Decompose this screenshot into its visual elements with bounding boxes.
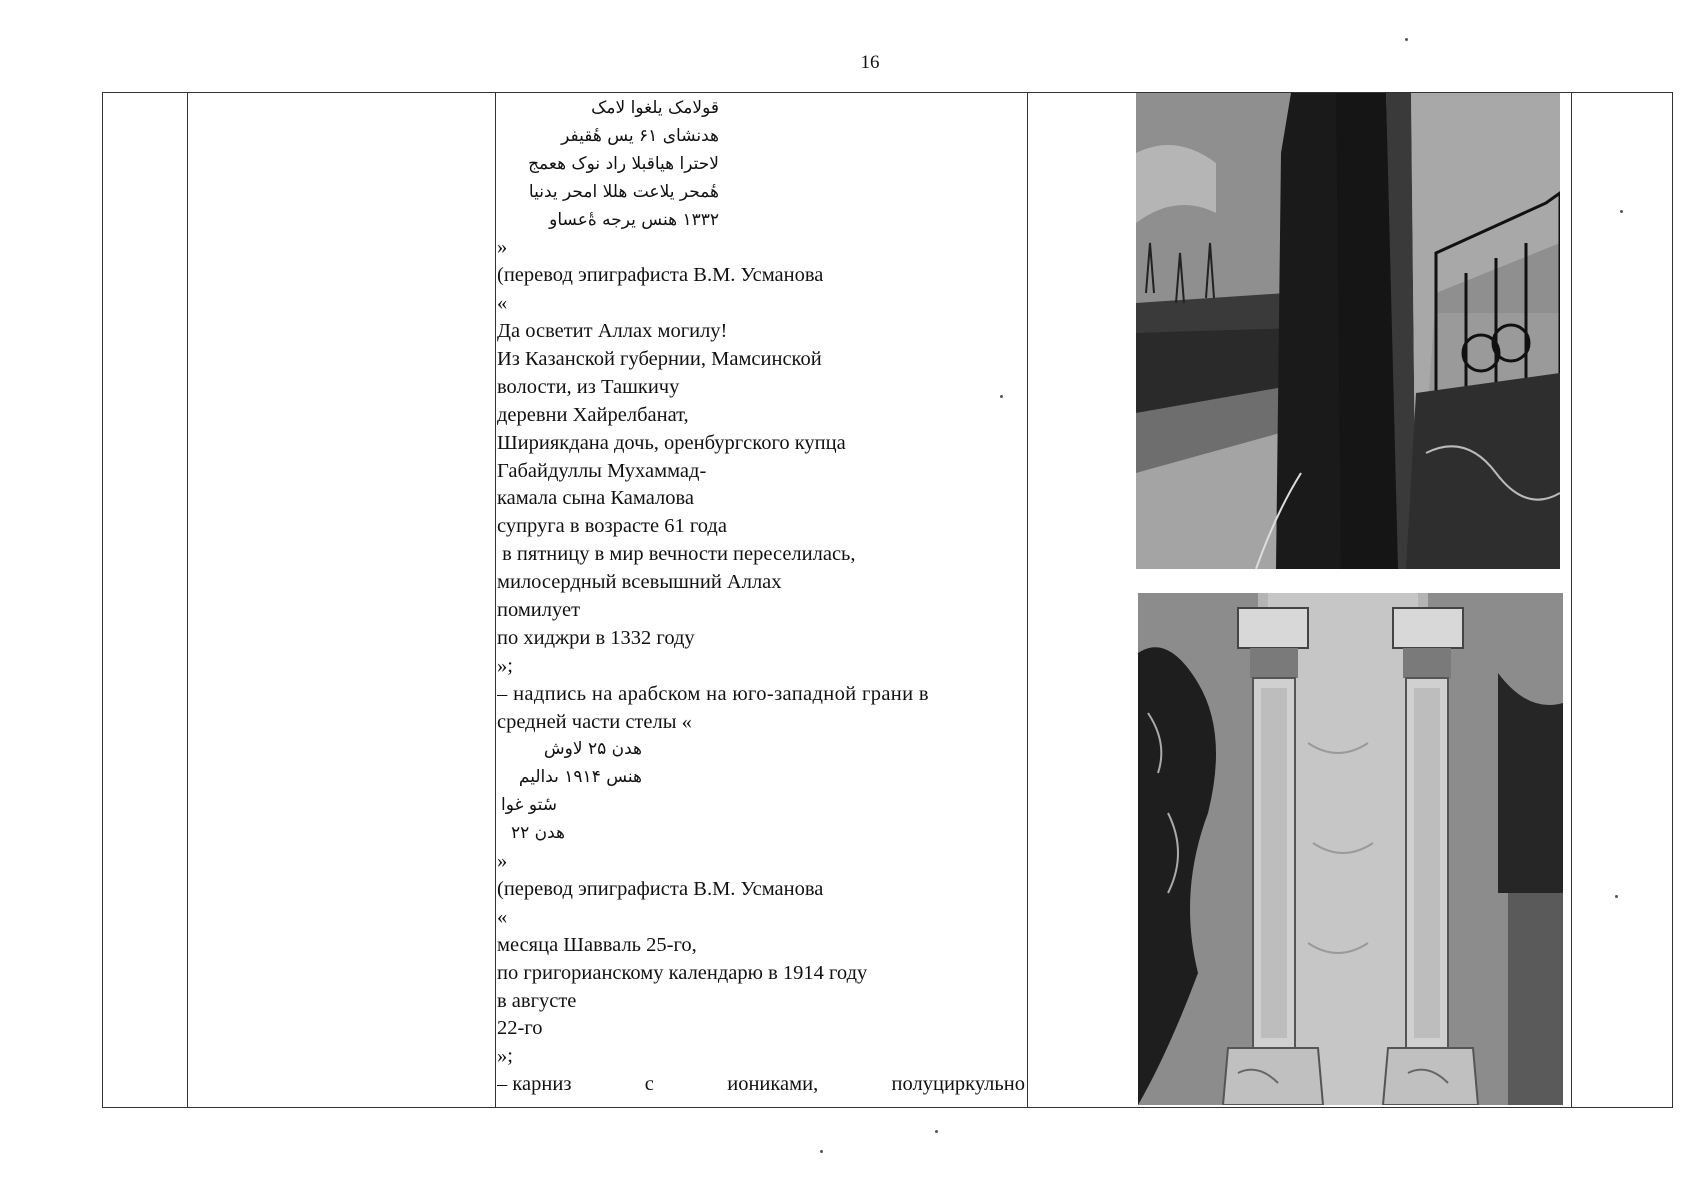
translation-line: 22-го xyxy=(497,1017,543,1040)
translation-line: Из Казанской губернии, Мамсинской xyxy=(497,348,822,371)
translation-line: в августе xyxy=(497,989,577,1012)
arabic-line: هٔمحر یلاعت هللا امحر یدنیا xyxy=(528,181,719,202)
scan-speck xyxy=(935,1130,938,1133)
column-divider xyxy=(495,93,496,1107)
arabic-line: لاحترا هیاقبلا راد نوک هعمج xyxy=(528,153,719,174)
scan-speck xyxy=(1000,395,1003,398)
translation-line: милосердный всевышний Аллах xyxy=(497,571,782,594)
arabic-line: سٔتو غوا xyxy=(501,795,557,816)
scan-speck xyxy=(1615,895,1618,898)
translation-line: волости, из Ташкичу xyxy=(497,375,680,398)
scan-speck xyxy=(820,1150,823,1153)
close-quote: » xyxy=(497,236,508,259)
arabic-line: هدن ۲۵ لاوش xyxy=(543,739,642,760)
open-quote: « xyxy=(497,292,508,315)
translation-intro: (перевод эпиграфиста В.М. Усманова xyxy=(497,877,824,900)
description-cell xyxy=(497,93,1027,1107)
word: – карниз xyxy=(497,1073,572,1096)
translation-intro: (перевод эпиграфиста В.М. Усманова xyxy=(497,264,824,287)
arabic-line: هنس ۱۹۱۴ ىدالیم xyxy=(518,767,642,788)
arabic-line: ۱۳۳۲ هنس یرجه ةٔعساو xyxy=(549,209,719,230)
column-divider xyxy=(1027,93,1028,1107)
stele-photo-bottom-image xyxy=(1138,593,1563,1105)
translation-line: Да осветит Аллах могилу! xyxy=(497,320,728,343)
inscription-intro: – надпись на арабском на юго-западной грани в xyxy=(497,682,929,705)
word: иониками, xyxy=(727,1073,819,1096)
close-quote: » xyxy=(497,850,508,873)
column-divider xyxy=(1571,93,1572,1107)
open-quote: « xyxy=(497,905,508,928)
translation-line: месяца Шавваль 25-го, xyxy=(497,933,697,956)
translation-line: супруга в возрасте 61 года xyxy=(497,515,727,538)
stele-photo-bottom xyxy=(1138,593,1563,1105)
translation-line: помилует xyxy=(497,599,581,622)
translation-line: по хиджри в 1332 году xyxy=(497,626,695,649)
stele-photo-top-image xyxy=(1136,93,1560,569)
inscription-intro: средней части стелы « xyxy=(497,710,692,733)
translation-line: деревни Хайрелбанат, xyxy=(497,403,689,426)
arabic-line: قولامک یلغوا لامک xyxy=(591,98,719,118)
translation-line: по григорианскому календарю в 1914 году xyxy=(497,961,868,984)
translation-end: »; xyxy=(497,1045,513,1068)
scan-speck xyxy=(1405,38,1408,41)
translation-line: Габайдуллы Мухаммад- xyxy=(497,459,707,482)
arabic-line: هدنشای ۶۱ یس هٔقیفر xyxy=(561,125,719,146)
arabic-line: هدن ۲۲ xyxy=(510,823,565,844)
page-number: 16 xyxy=(860,52,880,73)
scan-speck xyxy=(1620,210,1623,213)
stele-photo-top xyxy=(1136,93,1560,569)
translation-line: Шириякдана дочь, оренбургского купца xyxy=(497,431,846,454)
translation-line: в пятницу в мир вечности переселилась, xyxy=(497,543,856,566)
column-divider xyxy=(187,93,188,1107)
last-line xyxy=(497,1071,1025,1099)
translation-end: »; xyxy=(497,654,513,677)
word: полуциркульно xyxy=(891,1073,1025,1096)
translation-line: камала сына Камалова xyxy=(497,487,694,510)
word: с xyxy=(644,1073,654,1096)
monument-table xyxy=(102,92,1673,1108)
